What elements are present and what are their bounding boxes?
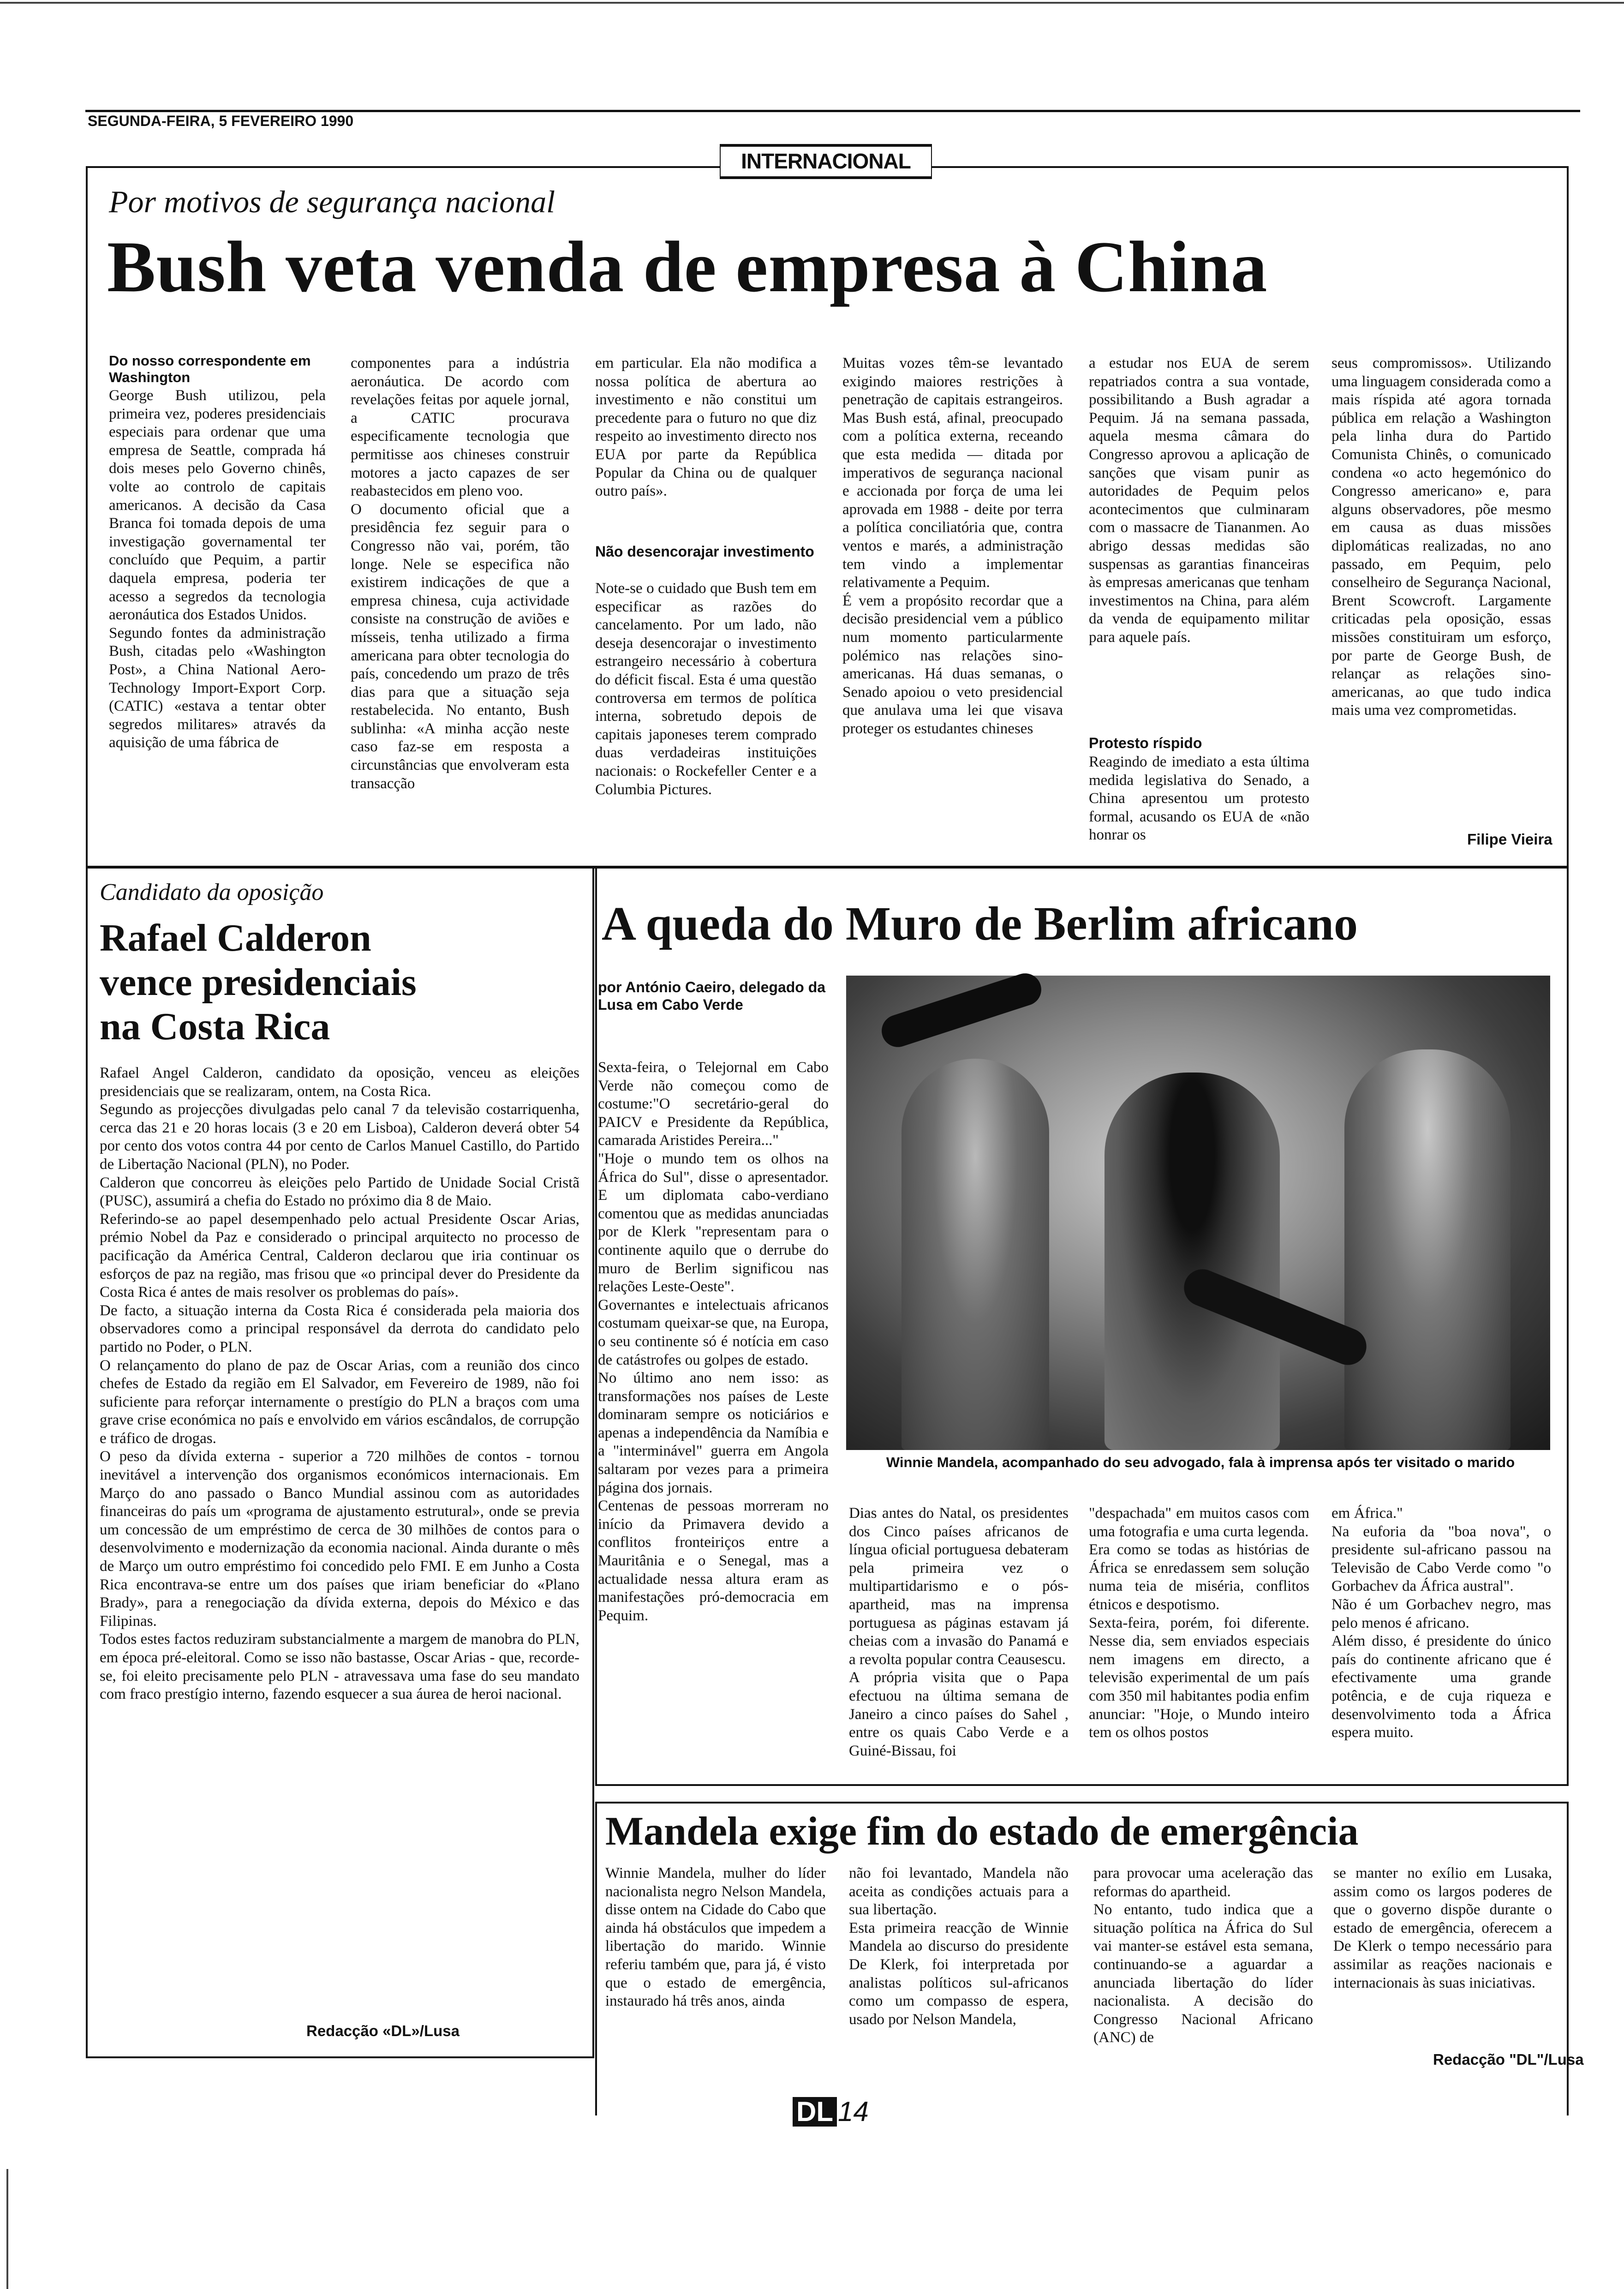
china-subhead-1: Não desencorajar investimento [595, 543, 814, 560]
china-frame-left [86, 166, 88, 868]
costa-rica-kicker: Candidato da oposição [100, 879, 324, 905]
china-subhead-2: Protesto ríspido [1089, 735, 1202, 751]
page-number: 14 [838, 2096, 869, 2127]
china-frame-right [1567, 166, 1569, 868]
mandela-col-1: Winnie Mandela, mulher do líder nacionalista negro Nelson Mandela, disse ontem na Cidade do Cabo que ainda há obstáculos que impedem a libertação do marido. Winnie referiu também que, para já, é visto que o estado de emergência, instaurado há três anos, ainda [605, 1865, 826, 2010]
microphone-icon [878, 969, 1045, 1051]
china-frame-top-right [932, 166, 1569, 168]
china-frame-top [86, 166, 720, 168]
china-col-2: componentes para a indústria aeronáutica. De acordo com revelações feitas por aquele jornal, a CATIC procurava especificamente tecnologia que permitisse aos chineses construir motores a jacto capazes de ser reabastecidos em pleno voo. O documento oficial que a presidência fez seguir para o Congresso não vai, porém, tão longe. Nele se especifica não existirem indicações de que a empresa chinesa, cuja actividade consiste na construção de aviões e mísseis, tenha utilizado a firma americana para obter tecnologia do país, concedendo um prazo de três dias para que a situação seja restabelecida. No entanto, Bush sublinha: «A minha acção neste caso faz-se em resposta a circunstâncias que envolveram esta transacção [351, 355, 569, 792]
photo-figure-right [1344, 1049, 1511, 1450]
berlin-headline: A queda do Muro de Berlim africano [602, 897, 1358, 950]
costa-rica-headline-2: vence presidenciais [100, 961, 417, 1004]
berlin-frame-bottom [595, 1784, 1569, 1786]
photo-figure-center [1105, 1073, 1280, 1450]
berlin-col-4: em África." Na euforia da "boa nova", o presidente sul-africano passou na Televisão de Cabo Verde como "o Gorbachev da África austral". Não é um Gorbachev negro, mas pelo menos é africano. Além disso, é presidente do único país do continente africano que é efectivamente uma grande potência, e de cuja riqueza e desenvolvimento toda a África espera muito. [1331, 1505, 1551, 1741]
costa-rica-headline-3: na Costa Rica [100, 1005, 330, 1048]
china-col-4: Muitas vozes têm-se levantado exigindo maiores restrições à penetração de capitais estrangeiros. Mas Bush está, afinal, preocupado com a política externa, receando que esta medida — ditada por imperativos de segurança nacional e accionada por força de uma lei aprovada em 1988 - deite por terra a política conciliatória que, contra ventos e marés, a administração tem vindo a implementar relativamente a Pequim. É vem a propósito recordar que a decisão presidencial vem a público num momento particularmente polémico nas relações sino-americanas. Há duas semanas, o Senado apoiou o veto presidencial que anulava uma lei que visava proteger os estudantes chineses [842, 355, 1063, 737]
mandela-frame-left [595, 1802, 597, 2115]
costa-rica-frame-bottom [86, 2056, 594, 2058]
dateline-rule [85, 110, 1580, 112]
costa-rica-frame-right [592, 868, 594, 2058]
costa-rica-headline-1: Rafael Calderon [100, 917, 371, 959]
china-bottom-rule [86, 866, 1569, 869]
berlin-col-1: Sexta-feira, o Telejornal em Cabo Verde não começou como de costume:"O secretário-geral do PAICV e Presidente da República, camarada Aristides Pereira..." "Hoje o mundo tem os olhos na África do Sul", disse o apresentador. E um diplomata cabo-verdiano comentou que as medidas anunciadas por de Klerk "representam para o continente aquilo que o derrube do muro de Berlim significou nas relações Leste-Oeste". Governantes e intelectuais africanos costumam queixar-se que, na Europa, o seu continente só é notícia em caso de catástrofes ou golpes de estado. No último ano nem isso: as transformações nos países de Leste dominaram sempre os noticiários e apenas a independência da Namíbia e a "interminável" guerra em Angola saltaram por vezes para a primeira página dos jornais. Centenas de pessoas morreram no início da Primavera devido a conflitos fronteiriços entre a Mauritânia e o Senegal, mas a actualidade nessa altura eram as manifestações pró-democracia em Pequim. [598, 1059, 829, 1624]
china-col-3a: em particular. Ela não modifica a nossa política de abertura ao investimento e não constitui um precedente para o futuro no que diz respeito ao investimento directo nos EUA por parte da República Popular da China ou de qualquer outro país». [595, 355, 817, 500]
berlin-byline: por António Caeiro, delegado da Lusa em Cabo Verde [598, 979, 826, 1013]
date-line: SEGUNDA-FEIRA, 5 FEVEREIRO 1990 [88, 113, 354, 129]
china-col-6: seus compromissos». Utilizando uma linguagem considerada como a mais ríspida até agora tornada pública em relação a Washington pela linha dura do Partido Comunista Chinês, o comunicado condena «o acto hegemónico do Congresso americano» e, para alguns observadores, põe mesmo em causa as duas missões diplomáticas realizadas, no ano passado, em Pequim, pelo conselheiro de Segurança Nacional, Brent Scowcroft. Largamente criticadas pela oposição, essas missões constituiram um esforço, por parte de George Bush, de relançar as relações sino-americanas, ao que tudo indica mais uma vez comprometidas. [1331, 355, 1551, 719]
china-col-3b: Note-se o cuidado que Bush tem em especificar as razões do cancelamento. Por um lado, não deseja desencorajar o investimento estrangeiro necessário à cobertura do déficit fiscal. Esta é uma questão controversa em termos de política interna, sobretudo depois de capitais japoneses terem comprado duas verdadeiras instituições nacionais: o Rockefeller Center e a Columbia Pictures. [595, 580, 817, 798]
left-scan-edge [6, 2169, 8, 2289]
top-border-line [0, 2, 1624, 4]
mandela-col-3: para provocar uma aceleração das reformas do apartheid. No entanto, tudo indica que a situação política na África do Sul vai manter-se estável esta semana, continuando-se a aguardar a anunciada libertação do líder nacionalista. A decisão do Congresso Nacional Africano (ANC) de [1093, 1865, 1313, 2046]
photo-figure-left [902, 1059, 1049, 1450]
china-headline: Bush veta venda de empresa à China [107, 227, 1268, 307]
mandela-frame-top [595, 1802, 1569, 1804]
china-col-5b: Reagindo de imediato a esta última medida legislativa do Senado, a China apresentou um protesto formal, acusando os EUA de «não honrar os [1089, 754, 1309, 844]
costa-rica-frame-left [86, 868, 88, 2058]
mandela-col-2: não foi levantado, Mandela não aceita as condições actuais para a sua libertação. Esta primeira reacção de Winnie Mandela ao discurso do presidente De Klerk, foi interpretada por analistas políticos sul-africanos como um compasso de espera, usado por Nelson Mandela, [849, 1865, 1069, 2028]
mandela-col-4: se manter no exílio em Lusaka, assim como os largos poderes de que o governo dispõe durante o estado de emergência, oferecem a De Klerk o tempo necessário para assimilar as reações nacionais e internacionais às suas iniciativas. [1333, 1865, 1552, 1991]
costa-rica-body: Rafael Angel Calderon, candidato da oposição, venceu as eleições presidenciais que se realizaram, ontem, na Costa Rica. Segundo as projecções divulgadas pelo canal 7 da televisão costarriquenha, cerca das 21 e 20 horas locais (3 e 20 em Lisboa), Calderon deverá obter 54 por cento dos votos contra 44 por cento de Carlos Manuel Castillo, do Partido de Libertação Nacional (PLN), no Poder. Calderon que concorreu às eleições pelo Partido de Unidade Social Cristã (PUSC), assumirá a chefia do Estado no próximo dia 8 de Maio. Referindo-se ao papel desempenhado pelo actual Presidente Oscar Arias, prémio Nobel da Paz e considerado o principal arquitecto no processo de pacificação da América Central, Calderon declarou que iria continuar os esforços de paz na região, mas frisou que «o principal dever do Presidente da Costa Rica é antes de mais resolver os problemas do país». De facto, a situação interna da Costa Rica é considerada pela maioria dos observadores como a principal responsável da derrota do candidato pelo partido no Poder, o PLN. O relançamento do plano de paz de Oscar Arias, com a reunião dos cinco chefes de Estado da região em El Salvador, em Fevereiro de 1989, não foi suficiente para reforçar internamente o prestígio do PLN a braços com uma grave crise económica no país e envolvido em vários escândalos, de corrupção e tráfico de drogas. O peso da dívida externa - superior a 720 milhões de contos - tornou inevitável a intervenção dos organismos económicos internacionais. Em Março do ano passado o Banco Mundial assinou com as autoridades financeiras do país um «programa de ajustamento estrutural», onde se previa um concessão de um empréstimo de cerca de 30 milhões de contos para o desenvolvimento e modernização da economia nacional. Ainda durante o mês de Março um outro empréstimo foi concedido pelo FMI. E em Junho a Costa Rica encontrava-se entre um dos países que iriam beneficiar do «Plano Brady», para a renegociação da dívida externa, depois do México e das Filipinas. Todos estes factos reduziram substancialmente a margem de manobra do PLN, em época pré-eleitoral. Como se isso não bastasse, Oscar Arias - que, recorde-se, foi eleito precisamente pelo PLN - atravessava uma fase do seu mandato com fraco prestígio interno, fazendo esquecer a sua áurea de heroi nacional. [100, 1065, 579, 1703]
berlin-col-3: "despachada" em muitos casos com uma fotografia e uma curta legenda. Era como se todas as histórias de África se enredassem sem solução numa teia de miséria, conflitos étnicos e despotismo. Sexta-feira, porém, foi diferente. Nesse dia, sem enviados especiais nem imagens em directo, a televisão experimental de um país com 350 mil habitantes podia enfim anunciar: "Hoje, o Mundo inteiro tem os olhos postos [1089, 1505, 1309, 1741]
china-kicker: Por motivos de segurança nacional [109, 184, 555, 219]
china-byline: Do nosso correspondente em Washington [109, 353, 311, 385]
section-title: INTERNACIONAL [741, 149, 911, 173]
china-col-1: George Bush utilizou, pela primeira vez, poderes presidenciais especiais para ordenar que uma empresa de Seattle, comprada há dois meses pelo Governo chinês, volte ao controlo de capitais americanos. A decisão da Casa Branca foi tomada depois de uma investigação governamental ter concluído que Pequim, a partir daquela empresa, poderia ter acesso a segredos da tecnologia aeronáutica dos Estados Unidos. Segundo fontes da administração Bush, citadas pelo «Washington Post», a China National Aero-Technology Import-Export Corp. (CATIC) «estava a tentar obter segredos militares» através da aquisição de uma fábrica de [109, 387, 326, 751]
dl-logo: DL [793, 2097, 837, 2127]
photo-caption: Winnie Mandela, acompanhado do seu advogado, fala à imprensa após ter visitado o marido [886, 1454, 1515, 1470]
mandela-signature: Redacção "DL"/Lusa [1433, 2051, 1584, 2068]
costa-rica-signature: Redacção «DL»/Lusa [306, 2022, 460, 2039]
china-col-5a: a estudar nos EUA de serem repatriados contra a sua vontade, possibilitando a Bush agradar a Pequim. Já na semana passada, aquela mesma câmara do Congresso aprovou a aplicação de sanções que visam punir as autoridades de Pequim pelos acontecimentos que culminaram com o massacre de Tiananmen. Ao abrigo dessas medidas são suspensas as garantias financeiras às empresas americanas que tenham investimentos na China, para além da venda de equipamento militar para aquele país. [1089, 355, 1309, 646]
winnie-mandela-photo [846, 976, 1550, 1450]
berlin-col-2: Dias antes do Natal, os presidentes dos Cinco países africanos de língua oficial portuguesa debateram pela primeira vez o multipartidarismo e o pós-apartheid, mas na imprensa portuguesa as páginas estavam já cheias com a invasão do Panamá e a revolta popular contra Ceausescu. A própria visita que o Papa efectuou na última semana de Janeiro a cinco países do Sahel , entre os quais Cabo Verde e a Guiné-Bissau, foi [849, 1505, 1069, 1759]
mandela-frame-right [1567, 1802, 1569, 2115]
mandela-headline: Mandela exige fim do estado de emergência [605, 1809, 1359, 1854]
berlin-frame-left [595, 868, 597, 1786]
berlin-frame-right [1567, 868, 1569, 1786]
china-signature: Filipe Vieira [1467, 831, 1552, 848]
